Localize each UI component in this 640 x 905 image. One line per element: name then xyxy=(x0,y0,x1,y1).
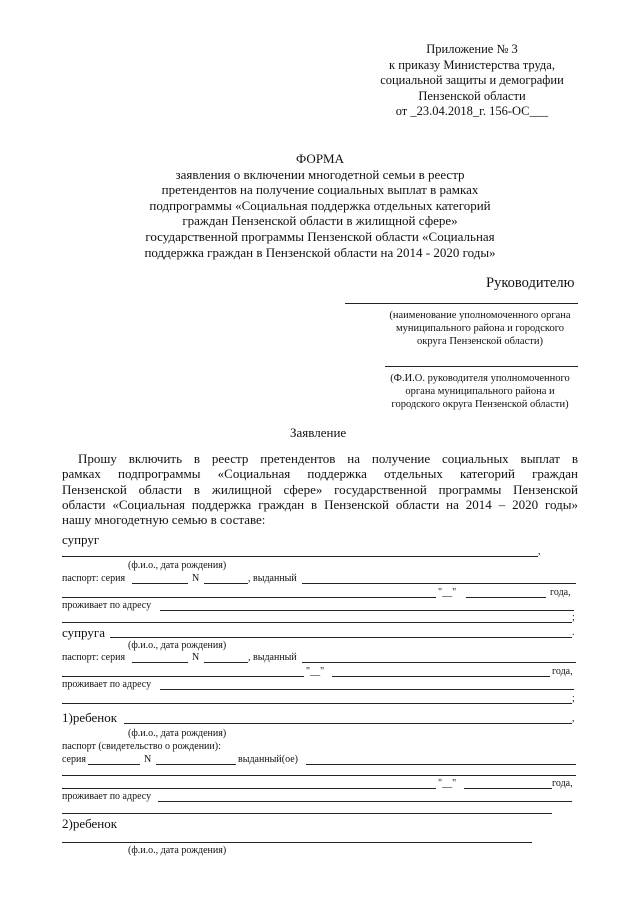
head-name-line[interactable] xyxy=(385,366,578,367)
child-2-label: 2)ребенок xyxy=(62,816,118,831)
head-hint-1: (Ф.И.О. руководителя уполномоченного xyxy=(390,373,570,384)
organ-hint-3: округа Пензенской области) xyxy=(417,336,543,347)
title-line-5: государственной программы Пензенской области «Социальная xyxy=(145,228,495,244)
spouse-f-fio-line[interactable] xyxy=(110,637,572,638)
statement-line-3: Пензенской области в жилищной сфере» государственной программы Пензенской xyxy=(62,481,578,497)
spouse-m-address-label: проживает по адресу xyxy=(62,600,152,611)
child-1-date-field[interactable] xyxy=(464,788,552,789)
child-1-quote: "__" xyxy=(438,778,457,789)
spouse-m-n-label: N xyxy=(192,573,200,584)
head-hint-3: городского округа Пензенской области) xyxy=(391,399,569,410)
period-1: . xyxy=(572,627,575,638)
form-title-block xyxy=(70,151,570,260)
organ-hint xyxy=(380,309,580,348)
spouse-f-address-field[interactable] xyxy=(160,689,574,690)
spouse-f-n-label: N xyxy=(192,652,200,663)
title-line-2: претендентов на получение социальных выплат в рамках xyxy=(161,182,479,198)
child-2-fio-hint: (ф.и.о., дата рождения) xyxy=(128,845,227,856)
child-1-series-field[interactable] xyxy=(88,764,140,765)
spouse-m-fio-line[interactable] xyxy=(62,556,538,557)
spouse-m-fio-hint: (ф.и.о., дата рождения) xyxy=(128,560,227,571)
organ-hint-2: муниципального района и городского xyxy=(395,323,565,334)
annex-line-3: социальной защиты и демографии xyxy=(380,73,564,87)
child-1-cert-label: паспорт (свидетельство о рождении): xyxy=(62,741,221,752)
spouse-m-address-field[interactable] xyxy=(160,610,574,611)
statement-body xyxy=(62,451,578,527)
spouse-m-year: года, xyxy=(550,587,571,598)
spouse-m-issued-label: , выданный xyxy=(248,573,297,584)
spouse-f-number-field[interactable] xyxy=(204,662,248,663)
child-2-fio-line[interactable] xyxy=(62,842,532,843)
spouse-m-date-field[interactable] xyxy=(466,597,546,598)
spouse-m-issued-field[interactable] xyxy=(302,583,576,584)
child-1-issued-field[interactable] xyxy=(306,764,576,765)
spouse-m-quote: "__" xyxy=(438,587,457,598)
statement-line-5: нашу многодетную семью в составе: xyxy=(62,512,266,528)
spouse-f-date-field[interactable] xyxy=(332,676,550,677)
child-1-address-field[interactable] xyxy=(158,801,572,802)
spouse-m-address-field-2[interactable] xyxy=(62,622,572,623)
comma-1: , xyxy=(538,546,541,557)
spouse-f-address-field-2[interactable] xyxy=(62,703,572,704)
child-1-year: года, xyxy=(552,778,573,789)
child-1-label: 1)ребенок xyxy=(62,710,118,725)
statement-line-2: рамках подпрограммы «Социальная поддержка отдельных категорий граждан xyxy=(62,466,578,482)
spouse-m-label: супруг xyxy=(62,532,100,547)
spouse-f-fio-hint: (ф.и.о., дата рождения) xyxy=(128,640,227,651)
statement-heading: Заявление xyxy=(290,425,347,440)
child-1-issued-field-3[interactable] xyxy=(62,788,436,789)
head-hint xyxy=(380,372,580,411)
spouse-f-quote: "__" xyxy=(306,666,325,677)
organ-name-line[interactable] xyxy=(345,303,578,304)
comma-2: , xyxy=(572,713,575,724)
child-1-n-label: N xyxy=(144,754,152,765)
semicolon-1: ; xyxy=(572,612,575,623)
annex-block xyxy=(372,42,572,120)
title-line-6: поддержка граждан в Пензенской области на 2014 - 2020 годы» xyxy=(144,244,496,260)
child-1-address-field-2[interactable] xyxy=(62,813,552,814)
title-line-1: заявления о включении многодетной семьи в реестр xyxy=(175,166,465,182)
child-1-address-label: проживает по адресу xyxy=(62,791,152,802)
spouse-f-address-label: проживает по адресу xyxy=(62,679,152,690)
spouse-f-issued-field[interactable] xyxy=(302,662,576,663)
child-1-issued-label: выданный(ое) xyxy=(238,754,298,765)
spouse-m-series-field[interactable] xyxy=(132,583,188,584)
annex-line-2: к приказу Министерства труда, xyxy=(389,57,555,72)
statement-line-4: области «Социальная поддержка граждан в Пензенской области на 2014 – 2020 годы» xyxy=(62,496,578,512)
head-hint-2: органа муниципального района и xyxy=(405,386,555,397)
child-1-series-label: серия xyxy=(62,754,86,765)
spouse-m-number-field[interactable] xyxy=(204,583,248,584)
annex-line-5: от _23.04.2018_г. 156-ОС___ xyxy=(395,104,549,118)
spouse-m-passport-label: паспорт: серия xyxy=(62,573,126,584)
addressee-label: Руководителю xyxy=(486,275,575,291)
spouse-f-passport-label: паспорт: серия xyxy=(62,652,126,663)
spouse-m-issued-field-2[interactable] xyxy=(62,597,436,598)
child-1-fio-line[interactable] xyxy=(124,723,572,724)
form-heading: ФОРМА xyxy=(296,151,344,166)
child-1-number-field[interactable] xyxy=(156,764,236,765)
statement-line-1: Прошу включить в реестр претендентов на получение социальных выплат в xyxy=(78,451,578,466)
annex-line-1: Приложение № 3 xyxy=(426,42,518,56)
spouse-f-issued-field-2[interactable] xyxy=(62,676,304,677)
organ-hint-1: (наименование уполномоченного органа xyxy=(389,310,571,321)
child-1-issued-field-2[interactable] xyxy=(62,775,576,776)
annex-line-4: Пензенской области xyxy=(418,88,526,103)
spouse-f-issued-label: , выданный xyxy=(248,652,297,663)
title-line-4: граждан Пензенской области в жилищной сфере» xyxy=(182,213,458,229)
title-line-3: подпрограммы «Социальная поддержка отдельных категорий xyxy=(149,197,491,213)
child-1-fio-hint: (ф.и.о., дата рождения) xyxy=(128,728,227,739)
semicolon-2: ; xyxy=(572,693,575,704)
spouse-f-series-field[interactable] xyxy=(132,662,188,663)
spouse-f-year: года, xyxy=(552,666,573,677)
spouse-f-label: супруга xyxy=(62,625,105,640)
